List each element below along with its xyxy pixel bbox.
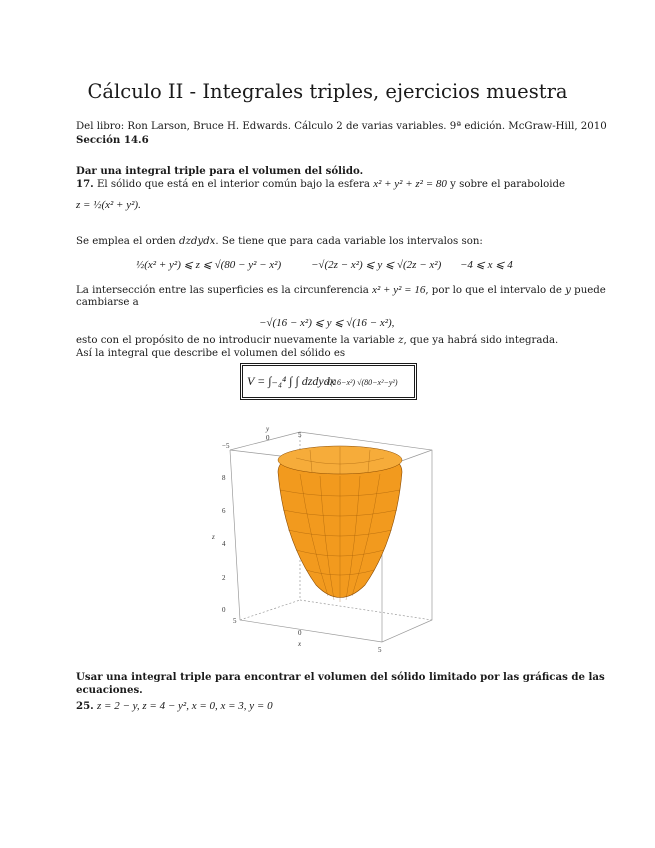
x-tick-a: 5 <box>233 617 237 625</box>
intersection-line-2: cambiarse a <box>76 297 139 308</box>
z-interval: ½(x² + y²) ⩽ z ⩽ √(80 − y² − x²) <box>136 259 282 271</box>
intersection-line: La intersección entre las superficies es la circunferencia x² + y² = 16, por lo que el intervalo de y puede <box>76 284 606 296</box>
integral-formula-text: V = ∫₋₄⁴ ∫ ∫ dzdydx <box>247 374 336 388</box>
y-tick-0: 0 <box>266 434 270 442</box>
circle-equation: x² + y² = 16 <box>372 284 426 296</box>
z-tick-2: 2 <box>222 574 226 582</box>
top-tick: −5 <box>222 442 230 450</box>
problem-25-number: 25. <box>76 700 94 712</box>
problem-25-equations: z = 2 − y, z = 4 − y², x = 0, x = 3, y = 0 <box>96 700 273 712</box>
paraboloid-3d-plot <box>200 420 450 660</box>
z-tick-0: 0 <box>222 606 226 614</box>
x-tick-c: 5 <box>378 646 382 654</box>
reference-line: Del libro: Ron Larson, Bruce H. Edwards. Cálculo 2 de varias variables. 9ª edición. McGraw-Hill, 2010 <box>76 121 607 132</box>
z-tick-6: 6 <box>222 507 226 515</box>
axis-z-label: z <box>212 533 215 541</box>
volume-integral-box <box>240 363 417 400</box>
svg-text:√(16−x²) √(80−x²−y²): √(16−x²) √(80−x²−y²) <box>326 378 398 387</box>
section-label: Sección 14.6 <box>76 134 149 146</box>
x-interval: −4 ⩽ x ⩽ 4 <box>460 259 513 271</box>
paraboloid-equation: z = ½(x² + y²). <box>76 199 141 211</box>
problem-17-statement: 17. El sólido que está en el interior común bajo la esfera x² + y² + z² = 80 y sobre el paraboloide <box>76 178 566 190</box>
z-tick-4: 4 <box>222 540 226 548</box>
sphere-equation: x² + y² + z² = 80 <box>373 178 447 190</box>
axis-x-label: x <box>298 640 302 648</box>
part2-heading-line1: Usar una integral triple para encontrar el volumen del sólido limitado por las gráficas de las <box>76 671 605 683</box>
volume-integral-formula <box>241 364 416 399</box>
order-line: Se emplea el orden dzdydx. Se tiene que para cada variable los intervalos son: <box>76 236 483 247</box>
page-title: Cálculo II - Integrales triples, ejercicios muestra <box>87 80 568 103</box>
axis-y-label: y <box>266 425 270 433</box>
problem-25 <box>76 700 273 713</box>
y-tick-1: 5 <box>298 431 302 439</box>
problem-number: 17. <box>76 178 94 190</box>
paraboloid-surface <box>278 446 402 602</box>
integration-order: dzdydx <box>178 236 216 247</box>
part1-heading: Dar una integral triple para el volumen del sólido. <box>76 165 364 177</box>
part2-heading-line2: ecuaciones. <box>76 684 143 696</box>
z-tick-8: 8 <box>222 474 226 482</box>
new-y-interval: −√(16 − x²) ⩽ y ⩽ √(16 − x²), <box>259 317 395 329</box>
purpose-line: esto con el propósito de no introducir nuevamente la variable z, que ya habrá sido integrada. <box>76 335 559 346</box>
y-interval: −√(2z − x²) ⩽ y ⩽ √(2z − x²) <box>311 259 442 271</box>
integral-intro: Así la integral que describe el volumen del sólido es <box>76 348 346 359</box>
x-tick-b: 0 <box>298 629 302 637</box>
